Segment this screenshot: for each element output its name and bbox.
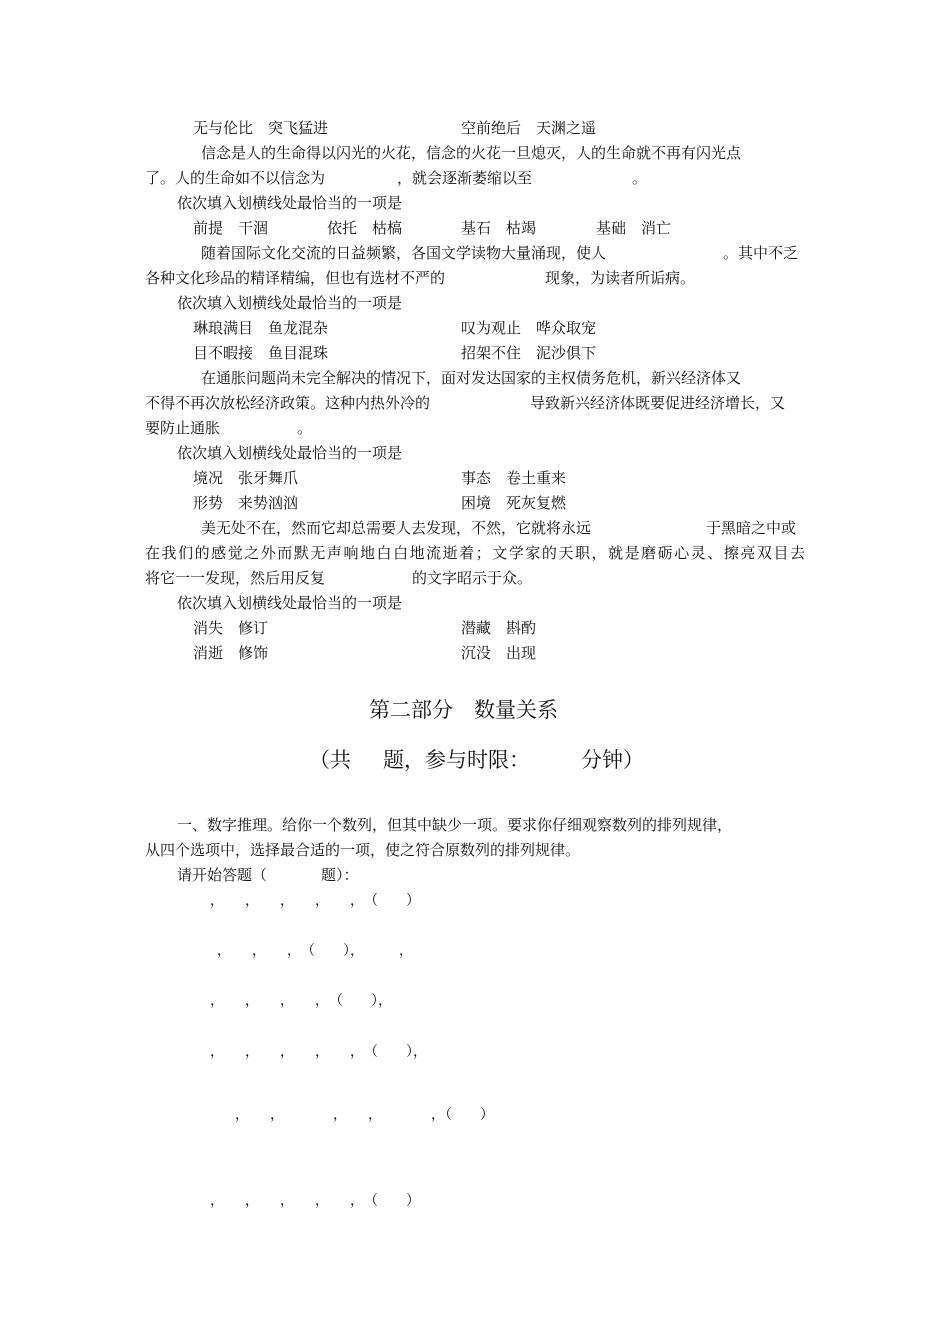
- option-a: 消失 修订: [193, 619, 269, 637]
- section-subtitle-c: 分钟）: [581, 748, 644, 772]
- question-text: 。: [632, 169, 648, 187]
- start-label-b: 题）：: [321, 866, 359, 884]
- option-b: 事态 卷土重来: [461, 469, 567, 487]
- question-text: 现象，为读者所诟病。: [545, 269, 696, 287]
- option-a: 境况 张牙舞爪: [193, 469, 299, 487]
- instruction-text: 从四个选项中，选择最合适的一项，使之符合原数列的排列规律。: [145, 841, 581, 859]
- question-text: ，就会逐渐萎缩以至: [397, 169, 533, 187]
- question-text: 各种文化珍品的精译精编，但也有选材不严的: [145, 269, 446, 287]
- option-c: 目不暇接 鱼目混珠: [193, 344, 329, 362]
- sequence-row: ， ， ， （ ）， ，: [217, 943, 413, 959]
- question-text: 随着国际文化交流的日益频繁，各国文学读物大量涌现，使人: [201, 244, 607, 262]
- option-c: 基石 枯竭: [461, 219, 537, 237]
- option-b: 潜藏 斟酌: [461, 619, 537, 637]
- option-a: 琳琅满目 鱼龙混杂: [193, 319, 329, 337]
- option-d: 困境 死灰复燃: [461, 494, 567, 512]
- question-text: 。: [297, 419, 313, 437]
- sequence-row: ， ， ， ， ， （ ）: [210, 1193, 420, 1209]
- question-text: 的文字昭示于众。: [412, 569, 533, 587]
- start-label-a: 请开始答题（: [177, 866, 268, 884]
- question-text: 在我们的感觉之外而默无声响地白白地流逝着；文学家的天职，就是磨砺心灵、擦亮双目去: [145, 544, 805, 562]
- question-text: 将它一一发现，然后用反复: [145, 569, 326, 587]
- sequence-row: ， ， ， ， （ ），: [210, 993, 392, 1009]
- option-d: 沉没 出现: [461, 644, 537, 662]
- question-text: 导致新兴经济体既要促进经济增长，又: [530, 394, 786, 412]
- question-text: 了。人的生命如不以信念为: [145, 169, 326, 187]
- question-prompt: 依次填入划横线处最恰当的一项是: [177, 194, 403, 212]
- question-prompt: 依次填入划横线处最恰当的一项是: [177, 594, 403, 612]
- option-d: 基础 消亡: [596, 219, 672, 237]
- sequence-row: ， ， ， ， ， （ ）: [210, 893, 420, 909]
- question-text: 要防止通胀: [145, 419, 221, 437]
- sequence-row: ， ， ， ， ， （ ），: [210, 1044, 427, 1060]
- question-prompt: 依次填入划横线处最恰当的一项是: [177, 444, 403, 462]
- option-b: 依托 枯槁: [327, 219, 403, 237]
- question-text: 于黑暗之中或: [706, 519, 797, 537]
- section-title: 第二部分 数量关系: [369, 698, 558, 722]
- question-prompt: 依次填入划横线处最恰当的一项是: [177, 294, 403, 312]
- option-b: 空前绝后 天渊之遥: [461, 119, 597, 137]
- section-subtitle-b: 题，参与时限：: [383, 748, 530, 772]
- question-text: 。其中不乏: [723, 244, 799, 262]
- question-text: 美无处不在，然而它却总需要人去发现，不然，它就将永远: [201, 519, 592, 537]
- option-d: 招架不住 泥沙俱下: [461, 344, 597, 362]
- question-text: 不得不再次放松经济政策。这种内热外冷的: [145, 394, 431, 412]
- option-b: 叹为观止 哗众取宠: [461, 319, 597, 337]
- option-c: 消逝 修饰: [193, 644, 269, 662]
- question-text: 信念是人的生命得以闪光的火花，信念的火花一旦熄灭，人的生命就不再有闪光点: [201, 144, 742, 162]
- sequence-row: ， ， ， ， ，（ ）: [235, 1107, 494, 1123]
- option-c: 形势 来势汹汹: [193, 494, 299, 512]
- option-a: 前提 干涸: [193, 219, 269, 237]
- question-text: 在通胀问题尚未完全解决的情况下，面对发达国家的主权债务危机，新兴经济体又: [201, 369, 742, 387]
- section-subtitle-a: （共: [309, 748, 351, 772]
- instruction-text: 一、数字推理。给你一个数列，但其中缺少一项。要求你仔细观察数列的排列规律，: [177, 816, 733, 834]
- option-a: 无与伦比 突飞猛进: [193, 119, 329, 137]
